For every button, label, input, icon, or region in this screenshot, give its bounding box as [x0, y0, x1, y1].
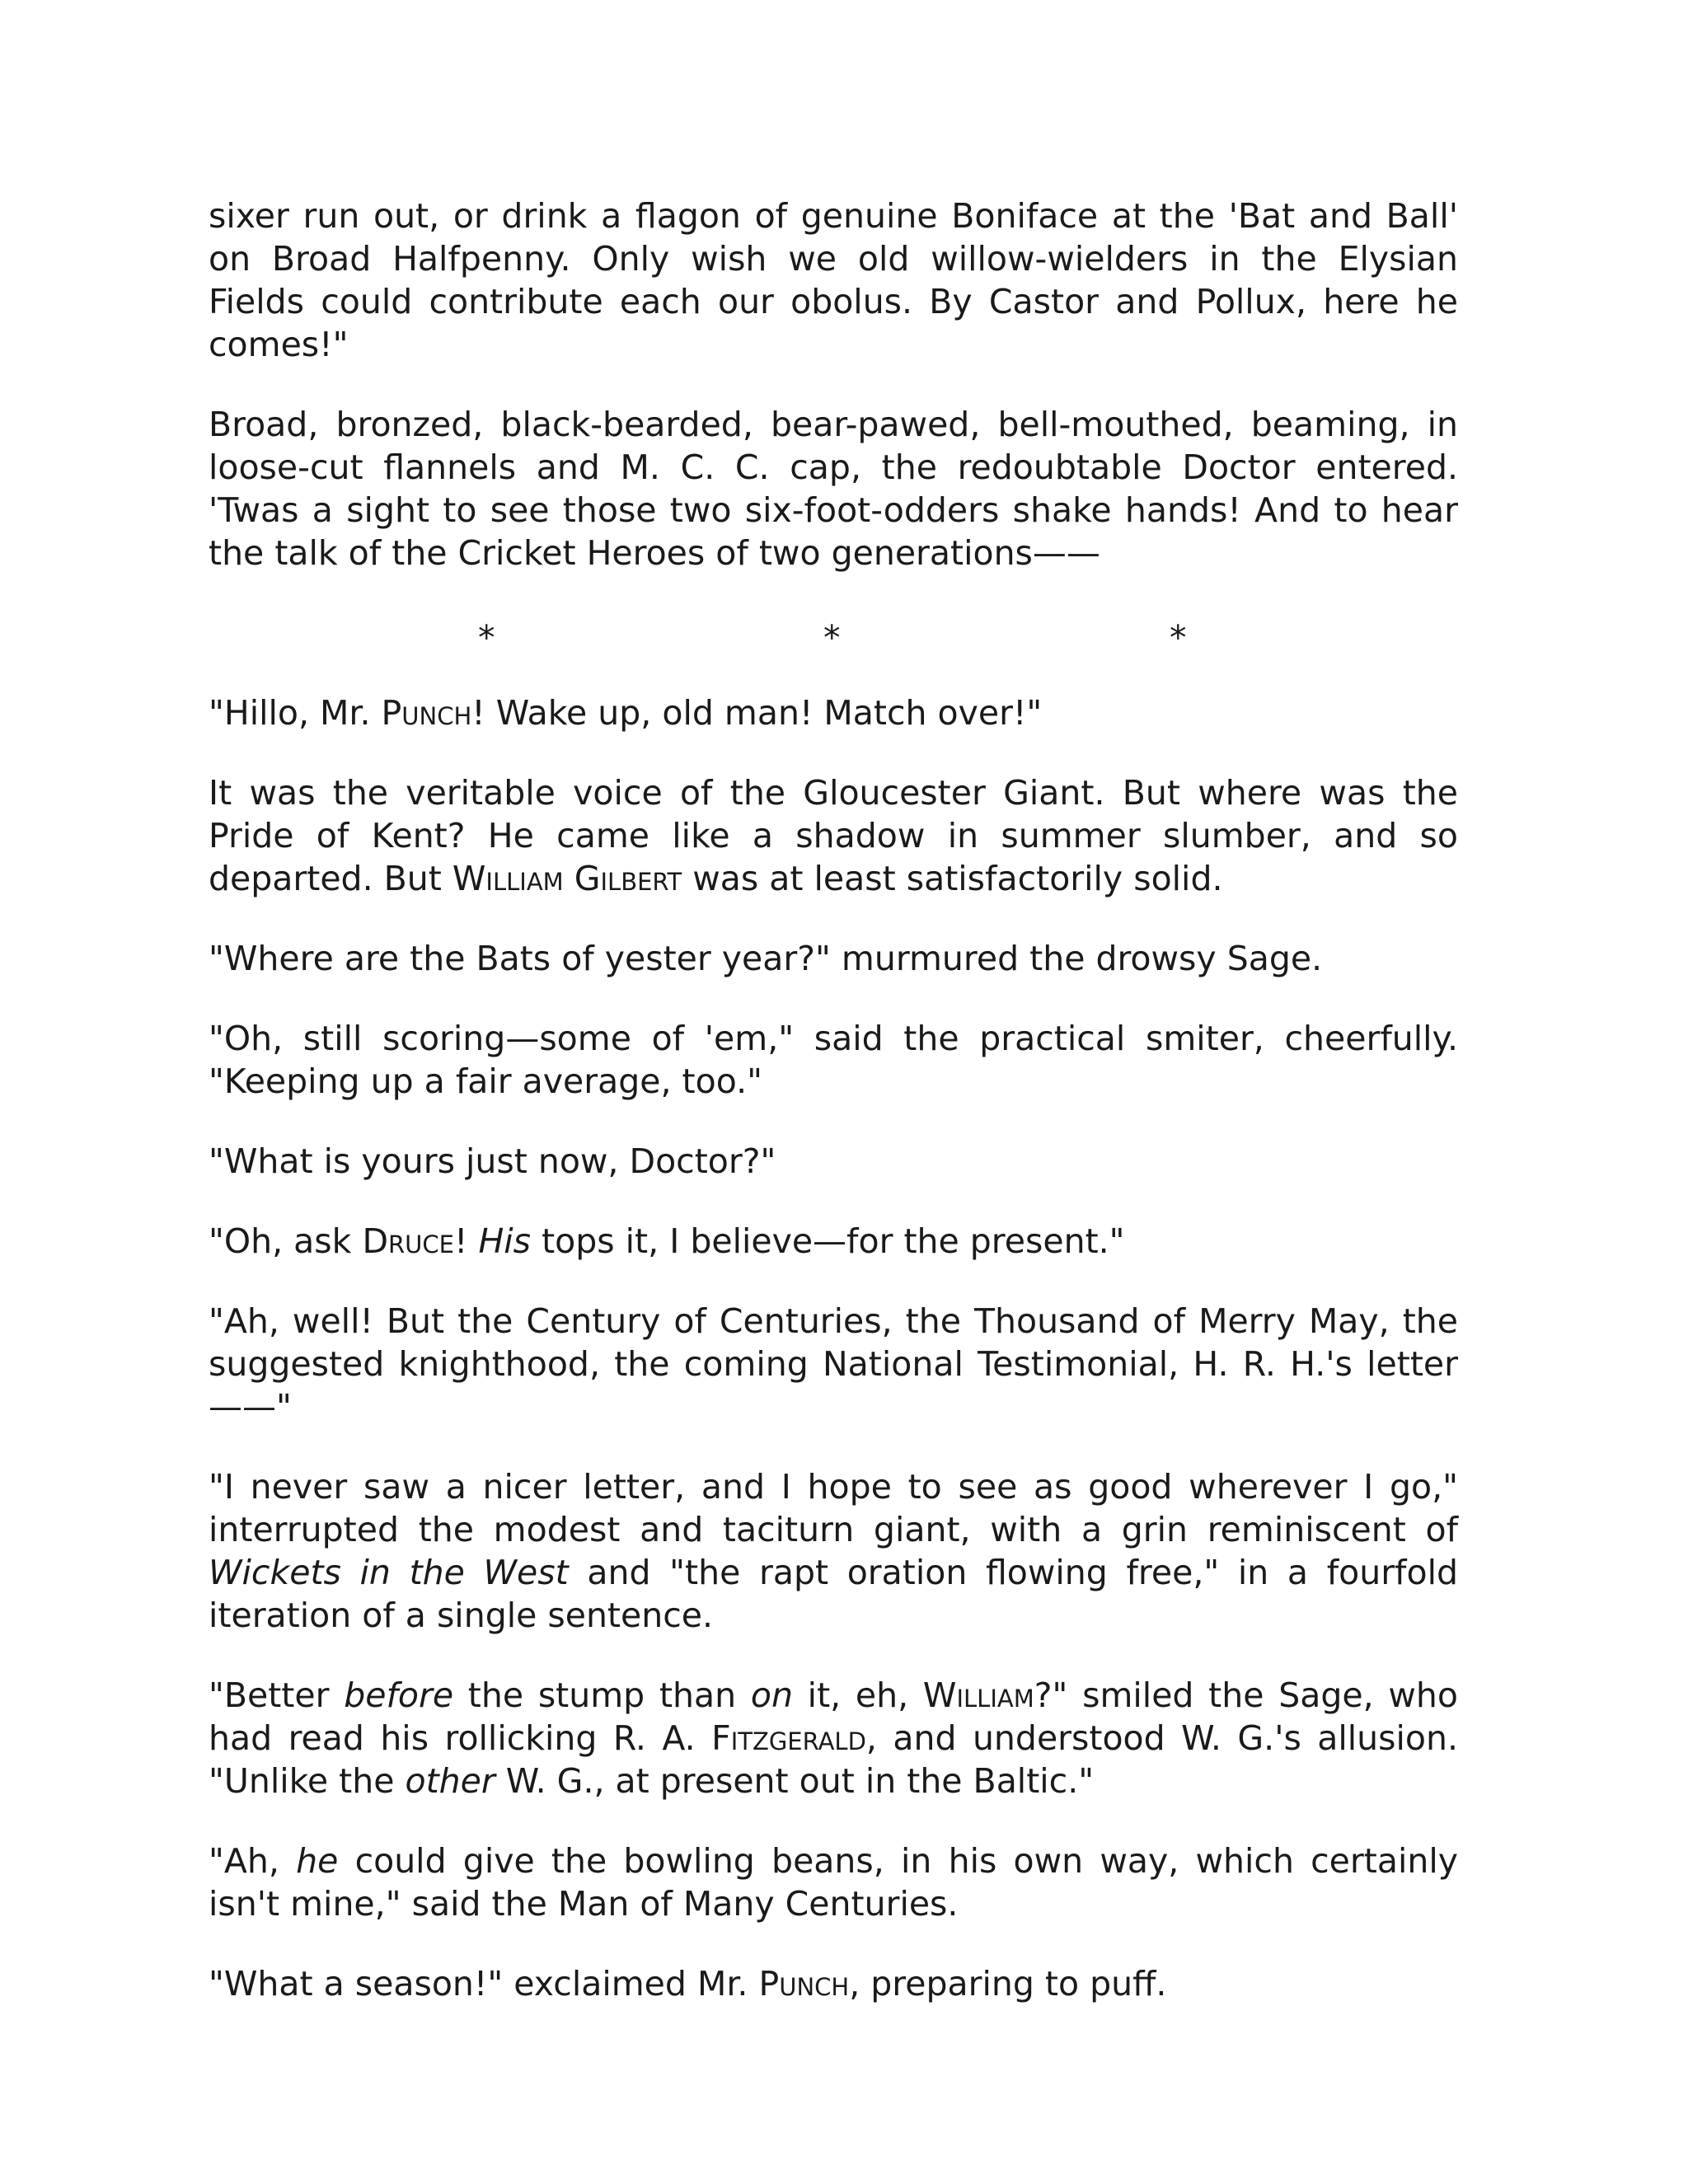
text-run: and "the rapt oration flowing free," in a fourfold iteration of a single sentence.: [209, 1553, 1458, 1635]
text-run: "Oh, ask: [209, 1221, 363, 1261]
text-run: !: [453, 1221, 479, 1261]
paragraph-1: [209, 194, 1458, 366]
text-run: ?" smiled the Sage, who had read his rollicking R. A.: [209, 1675, 1458, 1758]
italic-text: before: [344, 1675, 454, 1715]
italic-text: Wickets in the West: [209, 1553, 569, 1592]
paragraph-13: [209, 1962, 1458, 2005]
italic-text: he: [296, 1841, 339, 1881]
small-caps-name: Fitzgerald: [711, 1718, 866, 1758]
text-run: "Hillo, Mr.: [209, 693, 382, 733]
text-run: was at least satisfactorily solid.: [682, 859, 1223, 898]
asterisk: *: [1170, 618, 1187, 658]
text-run: , and understood W. G.'s allusion. "Unlike the: [209, 1718, 1458, 1801]
small-caps-name: Druce: [362, 1221, 454, 1261]
asterisk: *: [823, 618, 841, 658]
paragraph-5: [209, 937, 1458, 980]
paragraph-8: [209, 1220, 1458, 1263]
text-run: "Ah,: [209, 1841, 297, 1881]
paragraph-text: "Oh, still scoring—some of 'em," said the practical smiter, cheerfully. "Keeping up a fair average, too.": [209, 1019, 1458, 1101]
small-caps-name: Punch: [758, 1964, 850, 2004]
paragraph-text: "What is yours just now, Doctor?": [209, 1141, 776, 1181]
paragraph-9: [209, 1300, 1458, 1428]
text-run: , preparing to puff.: [849, 1964, 1167, 2004]
text-run: It was the veritable voice of the Gloucester Giant. But where was the Pride of Kent? He came like a shadow in summer slumber, and so departed. But: [209, 773, 1458, 898]
text-run: tops it, I believe—for the present.": [531, 1221, 1125, 1261]
asterisk: *: [478, 618, 495, 658]
paragraph-4: [209, 771, 1458, 900]
paragraph-text: Broad, bronzed, black-bearded, bear-pawed, bell-mouthed, beaming, in loose-cut flannels and M. C. C. cap, the redoubtable Doctor entered. 'Twas a sight to see those two six-foot-odders shake hands! And to hear the talk of the Cricket Heroes of two generations——: [209, 405, 1458, 573]
text-run: W. G., at present out in the Baltic.": [495, 1761, 1095, 1801]
section-break: [209, 612, 1458, 658]
paragraph-10: [209, 1465, 1458, 1637]
text-run: ! Wake up, old man! Match over!": [471, 693, 1043, 733]
small-caps-name: William: [922, 1675, 1034, 1715]
paragraph-text: "Where are the Bats of yester year?" murmured the drowsy Sage.: [209, 939, 1323, 978]
text-run: could give the bowling beans, in his own way, which certainly isn't mine," said the Man of Many Centuries.: [209, 1841, 1458, 1924]
paragraph-6: [209, 1017, 1458, 1103]
text-run: it, eh,: [792, 1675, 923, 1715]
paragraph-text: "Ah, well! But the Century of Centuries, the Thousand of Merry May, the suggested knighthood, the coming National Testimonial, H. R. H.'s letter——": [209, 1301, 1458, 1427]
document-page: [209, 194, 1458, 2042]
italic-text: on: [750, 1675, 793, 1715]
text-run: "Better: [209, 1675, 345, 1715]
paragraph-11: [209, 1674, 1458, 1802]
italic-text: His: [478, 1221, 532, 1261]
paragraph-7: [209, 1140, 1458, 1183]
paragraph-text: sixer run out, or drink a flagon of genuine Boniface at the 'Bat and Ball' on Broad Halfpenny. Only wish we old willow-wielders in the Elysian Fields could contribute each our obolus. By Castor and Pollux, here he comes!": [209, 196, 1458, 364]
paragraph-3: [209, 691, 1458, 734]
small-caps-name: Punch: [381, 693, 472, 733]
small-caps-name: William Gilbert: [452, 859, 682, 898]
italic-text: other: [405, 1761, 495, 1801]
paragraph-12: [209, 1840, 1458, 1925]
text-run: "I never saw a nicer letter, and I hope to see as good wherever I go," interrupted the modest and taciturn giant, with a grin reminiscent of: [209, 1467, 1458, 1549]
text-run: the stump than: [453, 1675, 751, 1715]
text-run: "What a season!" exclaimed Mr.: [209, 1964, 759, 2004]
paragraph-2: [209, 403, 1458, 574]
